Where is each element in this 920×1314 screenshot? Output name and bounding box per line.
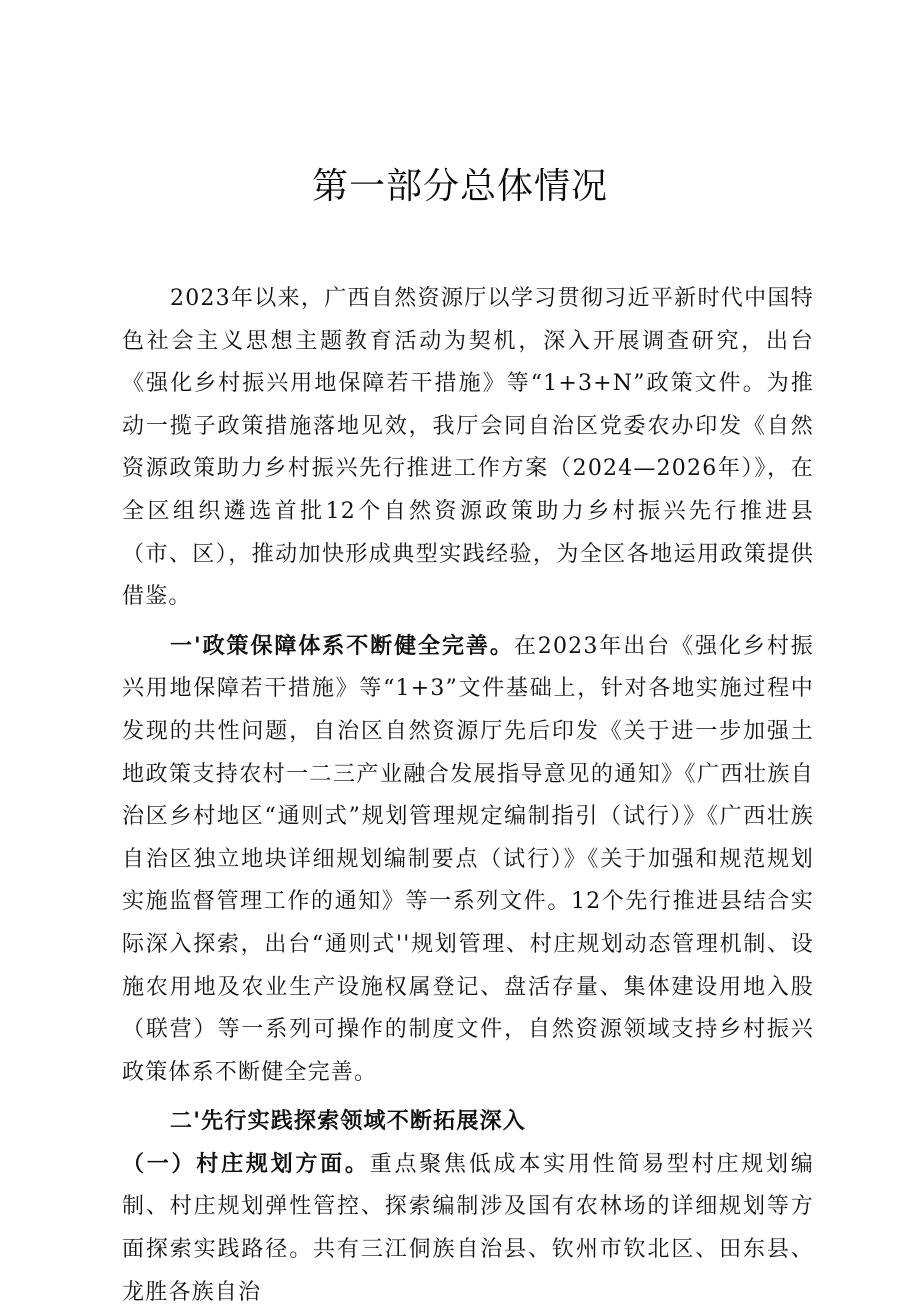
subsection-1-paragraph	[122, 1143, 814, 1314]
document-body	[122, 278, 814, 1314]
section-1-text: 在2023年出台《强化乡村振兴用地保障若干措施》等“1+3”文件基础上，针对各地实施过程中发现的共性问题，自治区自然资源厅先后印发《关于进一步加强土地政策支持农村一二三产业融合发展指导意见的通知》《广西壮族自治区乡村地区“通则式”规划管理规定编制指引（试行）》《广西壮族自治区独立地块详细规划编制要点（试行）》《关于加强和规范规划实施监督管理工作的通知》等一系列文件。12个先行推进县结合实际深入探索，出台“通则式''规划管理、村庄规划动态管理机制、设施农用地及农业生产设施权属登记、盘活存量、集体建设用地入股（联营）等一系列可操作的制度文件，自然资源领域支持乡村振兴政策体系不断健全完善。	[122, 633, 814, 1085]
section-1-paragraph	[122, 625, 814, 1095]
intro-paragraph: 2023年以来，广西自然资源厅以学习贯彻习近平新时代中国特色社会主义思想主题教育活动为契机，深入开展调查研究，出台《强化乡村振兴用地保障若干措施》等“1+3+N”政策文件。为推动一揽子政策措施落地见效，我厅会同自治区党委农办印发《自然资源政策助力乡村振兴先行推进工作方案（2024—2026年）》，在全区组织遴选首批12个自然资源政策助力乡村振兴先行推进县（市、区），推动加快形成典型实践经验，为全区各地运用政策提供借鉴。	[122, 286, 814, 610]
subsection-1-text: 重点聚焦低成本实用性简易型村庄规划编制、村庄规划弹性管控、探索编制涉及国有农林场的详细规划等方面探索实践路径。共有三江侗族自治县、钦州市钦北区、田东县、龙胜各族自治	[122, 1151, 814, 1305]
section-2-heading: 二'先行实践探索领域不断拓展深入	[170, 1108, 526, 1135]
subsection-1-heading: （一）村庄规划方面。	[122, 1150, 370, 1177]
section-1-heading: 一'政策保障体系不断健全完善。	[170, 632, 514, 659]
page-title: 第一部分总体情况	[311, 166, 608, 207]
